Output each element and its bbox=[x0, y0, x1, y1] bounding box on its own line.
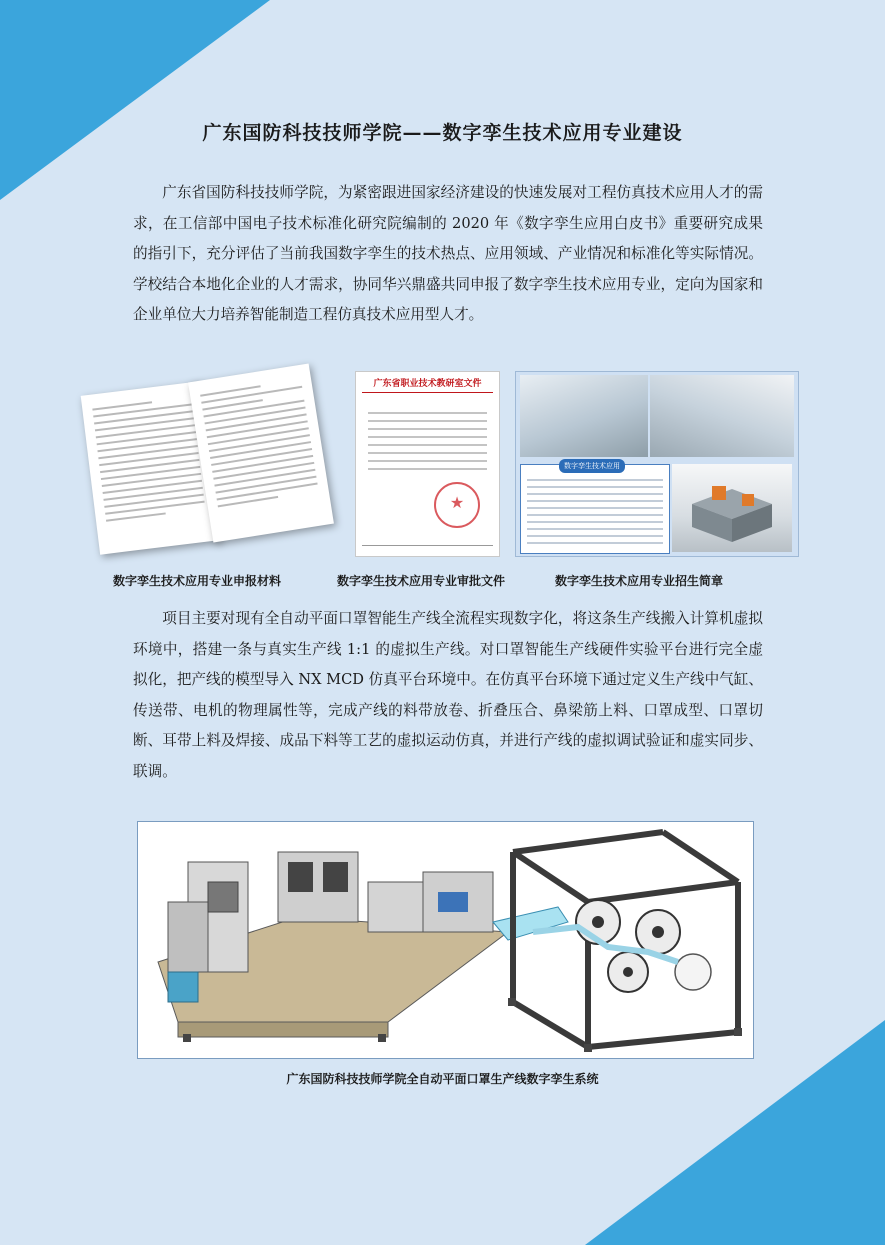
brochure-section-title: 数字孪生技术应用 bbox=[559, 459, 625, 473]
application-material-sheet-2 bbox=[188, 363, 334, 542]
brochure-info-box bbox=[520, 464, 670, 554]
brochure-photo-equipment bbox=[650, 375, 794, 457]
brochure-3d-model-illustration bbox=[672, 464, 792, 552]
caption-approval-document: 数字孪生技术应用专业审批文件 bbox=[337, 574, 506, 588]
caption-enrollment-brochure: 数字孪生技术应用专业招生简章 bbox=[555, 574, 724, 588]
approval-document-image bbox=[355, 371, 500, 557]
official-seal-icon bbox=[434, 482, 480, 528]
project-paragraph: 项目主要对现有全自动平面口罩智能生产线全流程实现数字化，将这条生产线搬入计算机虚拟环境中，搭建一条与真实生产线 1:1 的虚拟生产线。对口罩智能生产线硬件实验平台进行完全虚拟化，把产线的模型导入 NX MCD 仿真平台环境中。在仿真平台环境下通过定义生产线中气缸、传送带、电机的物理属性等，完成产线的料带放卷、折叠压合、鼻梁筋上料、口罩成型、口罩切断、耳带上料及焊接、成品下料等工艺的虚拟运动仿真，并进行产线的虚拟调试验证和虚实同步、联调。 bbox=[133, 610, 763, 780]
page-title: 广东国防科技技师学院——数字孪生技术应用专业建设 bbox=[202, 122, 683, 144]
caption-application-material: 数字孪生技术应用专业申报材料 bbox=[113, 574, 282, 588]
enrollment-brochure-image bbox=[515, 371, 799, 557]
official-doc-footer-rule bbox=[362, 545, 493, 546]
official-doc-header: 广东省职业技术教研室文件 bbox=[373, 379, 482, 389]
production-line-figure bbox=[137, 821, 754, 1059]
production-line-illustration bbox=[138, 822, 753, 1058]
production-line-caption: 广东国防科技技师学院全自动平面口罩生产线数字孪生系统 bbox=[286, 1072, 599, 1086]
brochure-photo-3d-model bbox=[672, 464, 792, 552]
corner-decoration-top-left bbox=[0, 0, 270, 200]
brochure-photo-lab bbox=[520, 375, 648, 457]
official-doc-red-rule bbox=[362, 392, 493, 393]
intro-paragraph: 广东省国防科技技师学院，为紧密跟进国家经济建设的快速发展对工程仿真技术应用人才的需求，在工信部中国电子技术标准化研究院编制的 2020 年《数字孪生应用白皮书》重要研究成果的指引下，充分评估了当前我国数字孪生的技术热点、应用领域、产业情况和标准化等实际情况。学校结合本地化企业的人才需求，协同华兴鼎盛共同申报了数字孪生技术应用专业，定向为国家和企业单位大力培养智能制造工程仿真技术应用型人才。 bbox=[133, 184, 763, 323]
